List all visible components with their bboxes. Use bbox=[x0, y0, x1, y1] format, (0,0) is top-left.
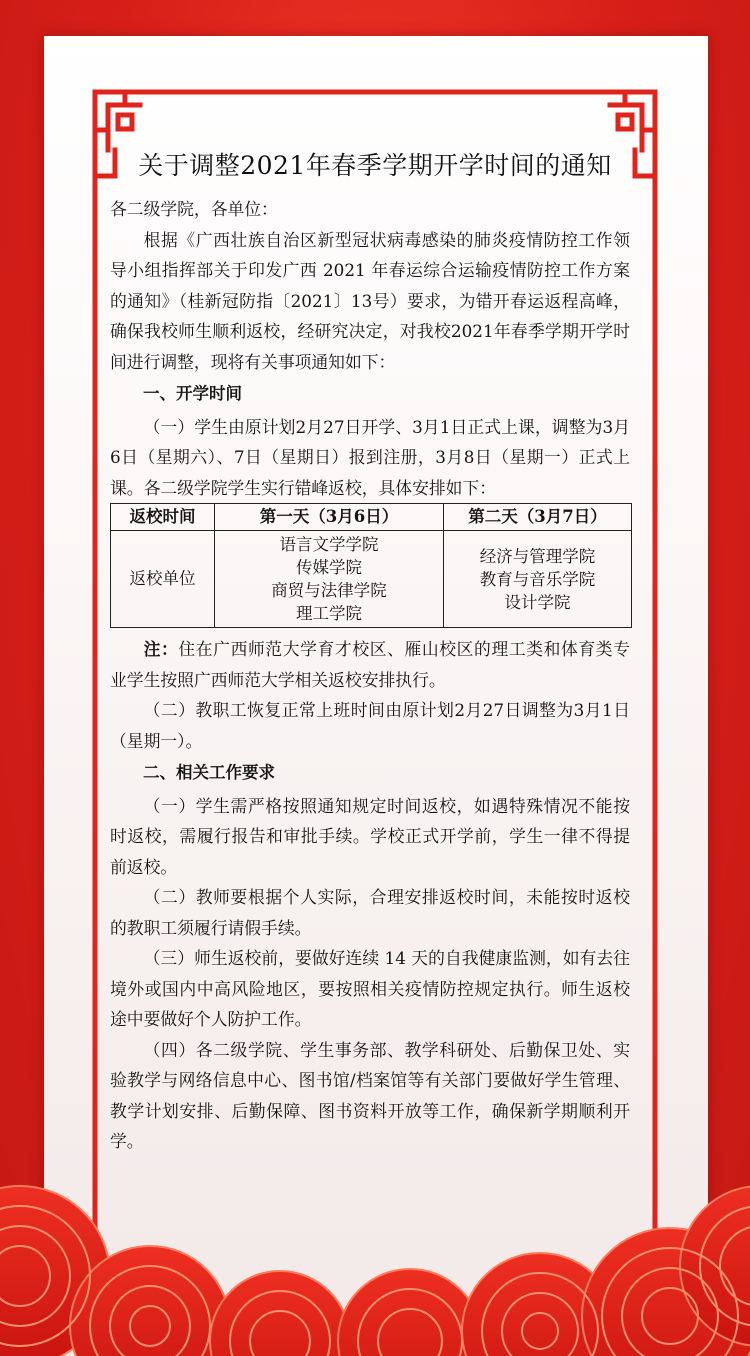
header-day-1: 第一天（3月6日） bbox=[215, 504, 444, 531]
return-schedule-table bbox=[110, 503, 632, 628]
note-text: 住在广西师范大学育才校区、雁山校区的理工类和体育类专业学生按照广西师范大学相关返校安排执行。 bbox=[110, 639, 630, 690]
note-label: 注： bbox=[143, 639, 179, 659]
section-1-paragraph-1: （一）学生由原计划2月27日开学、3月1日正式上课，调整为3月6日（星期六）、7日（星期日）报到注册，3月8日（星期一）正式上课。各二级学院学生实行错峰返校，具体安排如下： bbox=[110, 416, 630, 498]
auspicious-clouds-decoration bbox=[0, 1126, 750, 1356]
list-item: 语言文学学院 bbox=[279, 535, 379, 554]
table-row bbox=[111, 531, 632, 628]
section-2-paragraph-4: （四）各二级学院、学生事务部、教学科研处、后勤保卫处、实验教学与网络信息中心、图书馆/档案馆等有关部门要做好学生管理、教学计划安排、后勤保障、图书资料开放等工作，确保新学期顺利开学。 bbox=[110, 1039, 630, 1151]
section-2-paragraph-3: （三）师生返校前，要做好连续 14 天的自我健康监测，如有去往境外或国内中高风险地区，要按照相关疫情防控规定执行。师生返校途中要做好个人防护工作。 bbox=[110, 948, 630, 1029]
day-1-units bbox=[215, 531, 444, 628]
notice-title: 关于调整2021年春季学期开学时间的通知 bbox=[138, 151, 612, 180]
list-item: 设计学院 bbox=[504, 592, 571, 612]
table-header-row bbox=[111, 504, 632, 531]
header-day-2: 第二天（3月7日） bbox=[444, 504, 632, 531]
list-item: 传媒学院 bbox=[296, 558, 362, 577]
day-2-units bbox=[444, 531, 632, 628]
list-item: 教育与音乐学院 bbox=[479, 569, 596, 589]
section-2-paragraph-2: （二）教师要根据个人实际，合理安排返校时间，未能按时返校的教职工须履行请假手续。 bbox=[110, 887, 630, 938]
row-label-return-units: 返校单位 bbox=[111, 531, 215, 628]
list-item: 商贸与法律学院 bbox=[271, 581, 387, 600]
header-return-time: 返校时间 bbox=[111, 504, 215, 531]
list-item: 经济与管理学院 bbox=[479, 546, 596, 566]
notice-body bbox=[110, 194, 630, 1157]
section-2-heading: 二、相关工作要求 bbox=[143, 763, 275, 782]
section-1-paragraph-2: （二）教职工恢复正常上班时间由原计划2月27日调整为3月1日（星期一）。 bbox=[110, 700, 630, 751]
salutation: 各二级学院，各单位： bbox=[110, 199, 278, 219]
note-paragraph bbox=[110, 634, 630, 695]
section-1-heading: 一、开学时间 bbox=[143, 384, 242, 403]
list-item: 理工学院 bbox=[296, 604, 362, 623]
intro-paragraph: 根据《广西壮族自治区新型冠状病毒感染的肺炎疫情防控工作领导小组指挥部关于印发广西 2021 年春运综合运输疫情防控工作方案的通知》（桂新冠防指〔2021〕13号）要求，为错开春运返程高峰，确保我校师生顺利返校，经研究决定，对我校2021年春季学期开学时间进行调整，现将有关事项通知如下： bbox=[110, 229, 630, 372]
section-2-paragraph-1: （一）学生需严格按照通知规定时间返校，如遇特殊情况不能按时返校，需履行报告和审批手续。学校正式开学前，学生一律不得提前返校。 bbox=[110, 795, 630, 877]
